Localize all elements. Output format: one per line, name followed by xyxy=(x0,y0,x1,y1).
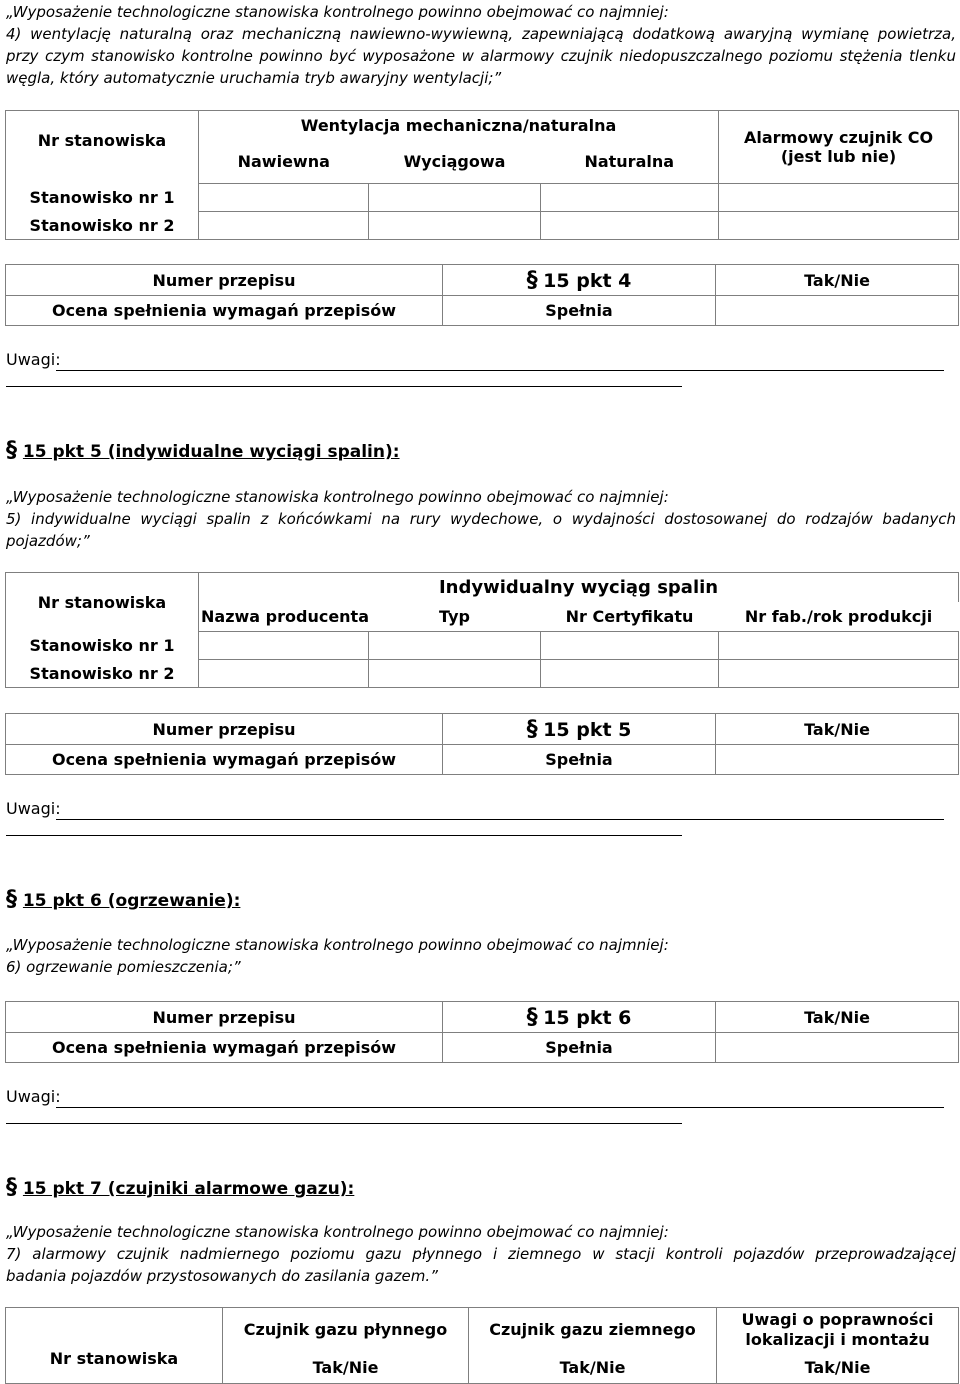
przepis-number: § 15 pkt 5 xyxy=(443,714,716,745)
uwagi-lokalizacji-line2: lokalizacji i montażu xyxy=(745,1329,930,1349)
section-7-line-2: badania pojazdów przystosowanych do zasilania gazem.” xyxy=(6,1267,438,1285)
section-5-lead: „Wyposażenie technologiczne stanowiska kontrolnego powinno obejmować co najmniej: xyxy=(6,488,669,506)
numer-przepisu-label: Numer przepisu xyxy=(6,1002,443,1033)
ocena-label: Ocena spełnienia wymagań przepisów xyxy=(6,296,443,326)
numer-przepisu-label: Numer przepisu xyxy=(6,714,443,745)
ventilation-group-header: Wentylacja mechaniczna/naturalna xyxy=(199,111,719,140)
section-5-heading: § 15 pkt 5 (indywidualne wyciągi spalin): xyxy=(6,438,400,463)
alarm-co-line2: (jest lub nie) xyxy=(780,147,897,166)
section-5-line-2: pojazdów;” xyxy=(6,532,90,550)
intro-line-1: 4) wentylację naturalną oraz mechaniczną nawiewno-wywiewną, zapewniającą dodatkową awaryjną wymianę powietrza, xyxy=(6,25,956,43)
col-czujnik-plynnego: Czujnik gazu płynnego xyxy=(223,1308,469,1352)
row-stanowisko-2: Stanowisko nr 2 xyxy=(6,212,199,240)
section-6-line-1: 6) ogrzewanie pomieszczenia;” xyxy=(6,958,241,976)
spelnia-label: Spełnia xyxy=(443,296,716,326)
col-nawiewna: Nawiewna xyxy=(237,151,330,171)
section-sign-icon: § xyxy=(6,887,17,912)
col-typ: Typ xyxy=(439,606,470,626)
col-uwagi-lokalizacji xyxy=(717,1308,959,1352)
numer-przepisu-label: Numer przepisu xyxy=(6,265,443,296)
tak-nie-label: Tak/Nie xyxy=(716,714,959,745)
spelnia-label: Spełnia xyxy=(443,1033,716,1063)
ocena-label: Ocena spełnienia wymagań przepisów xyxy=(6,1033,443,1063)
uwagi-line-2[interactable] xyxy=(6,386,682,387)
uwagi-label: Uwagi: xyxy=(6,1087,61,1106)
section-6-lead: „Wyposażenie technologiczne stanowiska kontrolnego powinno obejmować co najmniej: xyxy=(6,936,669,954)
uwagi-line-2[interactable] xyxy=(6,1123,682,1124)
col-nr-fab: Nr fab./rok produkcji xyxy=(744,606,933,626)
section-sign-icon: § xyxy=(6,438,17,463)
uwagi-label: Uwagi: xyxy=(6,799,61,818)
przepis-table-5 xyxy=(5,713,959,775)
tak-nie-lokalizacji: Tak/Nie xyxy=(717,1352,959,1384)
nr-stanowiska-header: Nr stanowiska xyxy=(6,111,199,170)
intro-line-3: węgla, który automatycznie uruchamia tryb awaryjny wentylacji;” xyxy=(6,69,502,87)
uwagi-line-1[interactable] xyxy=(56,1107,944,1108)
spelnia-label: Spełnia xyxy=(443,745,716,775)
przepis-table-4 xyxy=(5,264,959,326)
uwagi-line-2[interactable] xyxy=(6,835,682,836)
section-7-line-1: 7) alarmowy czujnik nadmiernego poziomu gazu płynnego i ziemnego w stacji kontroli pojazdów przeprowadzającej xyxy=(6,1245,956,1263)
tak-nie-plynnego: Tak/Nie xyxy=(223,1352,469,1384)
section-7-heading: § 15 pkt 7 (czujniki alarmowe gazu): xyxy=(6,1175,355,1200)
tak-nie-label: Tak/Nie xyxy=(716,1002,959,1033)
col-nr-certyfikatu: Nr Certyfikatu xyxy=(565,606,694,626)
nr-stanowiska-header: Nr stanowiska xyxy=(6,1308,223,1384)
row-stanowisko-1: Stanowisko nr 1 xyxy=(6,184,199,212)
uwagi-label: Uwagi: xyxy=(6,350,61,369)
col-naturalna: Naturalna xyxy=(584,151,675,171)
uwagi-line-1[interactable] xyxy=(56,819,944,820)
alarm-co-line1: Alarmowy czujnik CO xyxy=(743,128,934,147)
col-czujnik-ziemnego: Czujnik gazu ziemnego xyxy=(469,1308,717,1352)
uwagi-line-1[interactable] xyxy=(56,370,944,371)
section-sign-icon: § xyxy=(526,716,538,742)
przepis-table-6 xyxy=(5,1001,959,1063)
answer-cell[interactable] xyxy=(716,1033,959,1063)
section-7-lead: „Wyposażenie technologiczne stanowiska kontrolnego powinno obejmować co najmniej: xyxy=(6,1223,669,1241)
gas-sensor-table xyxy=(5,1307,959,1384)
intro-line-2: przy czym stanowisko kontrolne powinno być wyposażone w alarmowy czujnik niedopuszczalnego poziomu stężenia tlenku xyxy=(6,47,956,65)
tak-nie-label: Tak/Nie xyxy=(716,265,959,296)
section-6-heading: § 15 pkt 6 (ogrzewanie): xyxy=(6,887,241,912)
section-5-line-1: 5) indywidualne wyciągi spalin z końcówkami na rury wydechowe, o wydajności dostosowanej do rodzajów badanych xyxy=(6,510,956,528)
tak-nie-ziemnego: Tak/Nie xyxy=(469,1352,717,1384)
section-sign-icon: § xyxy=(6,1175,17,1200)
ocena-label: Ocena spełnienia wymagań przepisów xyxy=(6,745,443,775)
col-nazwa-producenta: Nazwa producenta xyxy=(201,606,369,626)
row-stanowisko-1: Stanowisko nr 1 xyxy=(6,632,199,660)
exhaust-table xyxy=(5,572,959,688)
alarm-co-header xyxy=(719,111,959,184)
przepis-number: § 15 pkt 4 xyxy=(443,265,716,296)
section-sign-icon: § xyxy=(526,1004,538,1030)
exhaust-group-header: Indywidualny wyciąg spalin xyxy=(199,573,959,602)
nr-stanowiska-header: Nr stanowiska xyxy=(6,573,199,632)
intro-lead: „Wyposażenie technologiczne stanowiska kontrolnego powinno obejmować co najmniej: xyxy=(6,3,669,21)
answer-cell[interactable] xyxy=(716,745,959,775)
przepis-number: § 15 pkt 6 xyxy=(443,1002,716,1033)
row-stanowisko-2: Stanowisko nr 2 xyxy=(6,660,199,688)
section-sign-icon: § xyxy=(526,267,538,293)
uwagi-lokalizacji-line1: Uwagi o poprawności xyxy=(741,1309,934,1329)
col-wyciagowa: Wyciągowa xyxy=(403,151,506,171)
ventilation-table xyxy=(5,110,959,240)
answer-cell[interactable] xyxy=(716,296,959,326)
